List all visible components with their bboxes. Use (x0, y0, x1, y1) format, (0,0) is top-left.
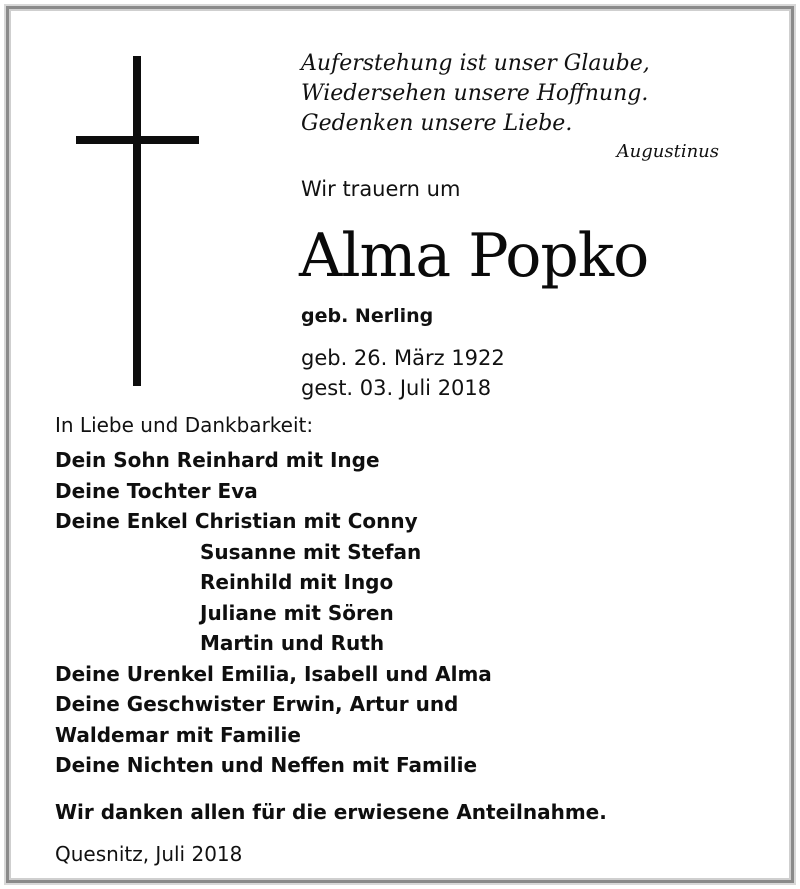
mourner-line: Deine Urenkel Emilia, Isabell und Alma (55, 661, 492, 686)
obituary-notice (6, 6, 794, 883)
mourners-list (55, 445, 492, 781)
death-date: gest. 03. Juli 2018 (301, 376, 492, 400)
mourner-line: Deine Enkel Christian mit Conny (55, 509, 418, 533)
mourner-line: Juliane mit Sören (200, 600, 394, 625)
quote-line: Gedenken unsere Liebe. (301, 111, 573, 136)
mourning-intro: Wir trauern um (301, 177, 461, 201)
thanks-statement: Wir danken allen für die erwiesene Anteilnahme. (55, 800, 607, 824)
mourner-line: Deine Geschwister Erwin, Artur und (55, 692, 459, 716)
quote-line: Wiedersehen unsere Hoffnung. (301, 81, 649, 106)
cross-icon (133, 56, 141, 386)
memorial-quote (301, 49, 650, 139)
birth-date: geb. 26. März 1922 (301, 346, 505, 370)
mourner-line: Martin und Ruth (200, 631, 385, 655)
mourner-line: Deine Nichten und Neffen mit Familie (55, 753, 478, 777)
mourner-line: Waldemar mit Familie (55, 722, 301, 747)
mourner-line: Susanne mit Stefan (200, 539, 422, 564)
place-date: Quesnitz, Juli 2018 (55, 842, 243, 866)
quote-author: Augustinus (616, 141, 719, 162)
mourner-line: Reinhild mit Ingo (200, 570, 394, 594)
cross-icon-bar (76, 136, 199, 144)
mourner-line: Deine Tochter Eva (55, 478, 258, 503)
life-dates (301, 343, 505, 403)
quote-line: Auferstehung ist unser Glaube, (301, 51, 650, 76)
birth-name: geb. Nerling (301, 305, 434, 327)
mourners-heading: In Liebe und Dankbarkeit: (55, 413, 314, 437)
deceased-name: Alma Popko (299, 221, 649, 291)
mourner-line: Dein Sohn Reinhard mit Inge (55, 448, 380, 472)
